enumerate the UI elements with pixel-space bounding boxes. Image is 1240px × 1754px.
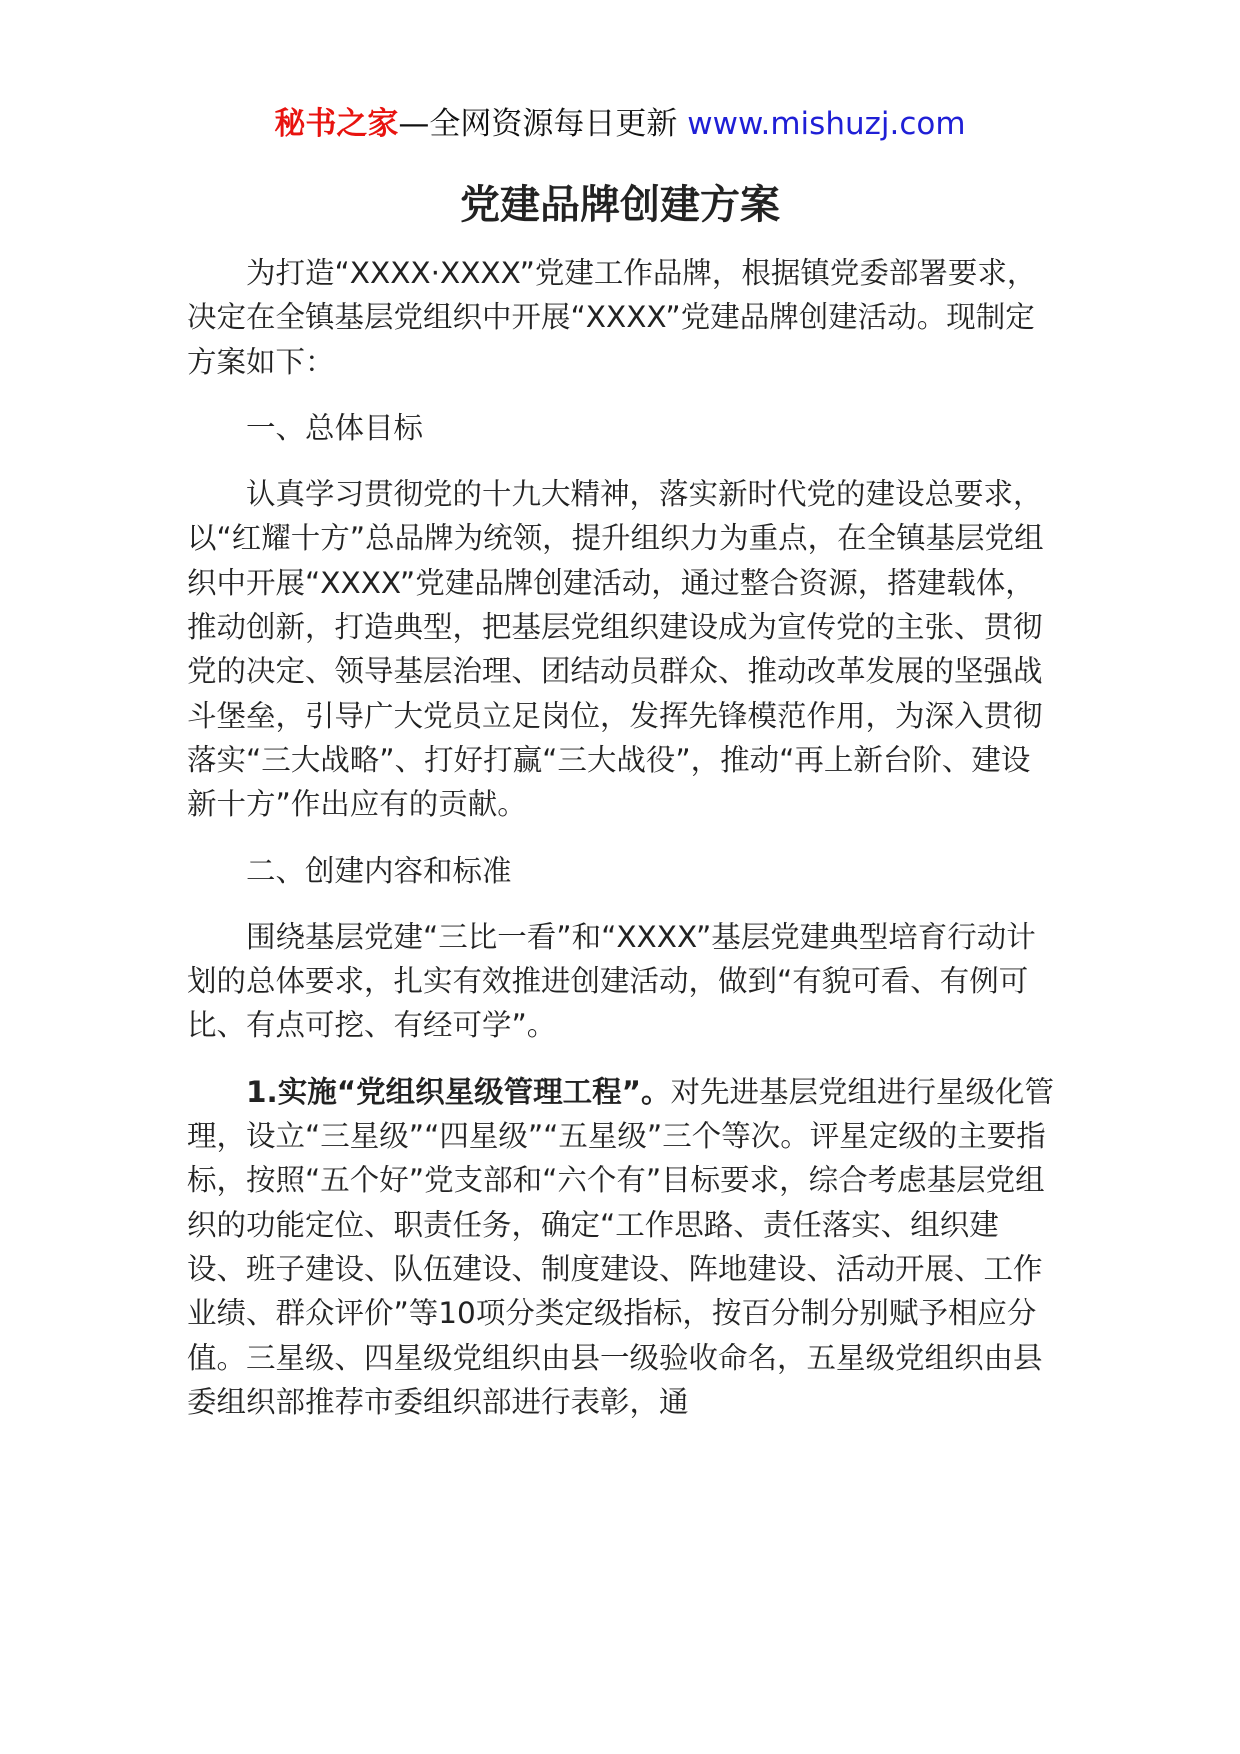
section-heading-2: 二、创建内容和标准 xyxy=(246,853,512,888)
site-header xyxy=(0,102,1240,146)
document-title: 党建品牌创建方案 xyxy=(460,182,780,228)
goal-paragraph: 认真学习贯彻党的十九大精神，落实新时代党的建设总要求，以“红耀十方”总品牌为统领，提升组织力为重点，在全镇基层党组织中开展“XXXX”党建品牌创建活动，通过整合资源，搭建载体，推动创新，打造典型，把基层党组织建设成为宣传党的主张、贯彻党的决定、领导基层治理、团结动员群众、推动改革发展的坚强战斗堡垒，引导广大党员立足岗位，发挥先锋模范作用，为深入贯彻落实“三大战略”、打好打赢“三大战役”，推动“再上新台阶、建设新十方”作出应有的贡献。 xyxy=(187,477,1044,822)
site-url-link[interactable]: www.mishuzj.com xyxy=(687,106,966,142)
star-management-lead: 1.实施“党组织星级管理工程”。 xyxy=(246,1074,671,1109)
content-paragraph: 围绕基层党建“三比一看”和“XXXX”基层党建典型培育行动计划的总体要求，扎实有效推进创建活动，做到“有貌可看、有例可比、有点可挖、有经可学”。 xyxy=(187,919,1036,1043)
site-brand: 秘书之家 xyxy=(274,106,399,142)
star-management-text: 对先进基层党组进行星级化管理，设立“三星级”“四星级”“五星级”三个等次。评星定级的主要指标，按照“五个好”党支部和“六个有”目标要求，综合考虑基层党组织的功能定位、职责任务，确定“工作思路、责任落实、组织建设、班子建设、队伍建设、制度建设、阵地建设、活动开展、工作业绩、群众评价”等10项分类定级指标，按百分制分别赋予相应分值。三星级、四星级党组织由县一级验收命名，五星级党组织由县委组织部推荐市委组织部进行表彰，通 xyxy=(187,1074,1055,1419)
site-slogan: —全网资源每日更新 xyxy=(398,106,688,142)
star-management-paragraph xyxy=(187,1070,1057,1424)
section-heading-1: 一、总体目标 xyxy=(246,410,424,445)
document-body xyxy=(187,251,1057,1424)
intro-paragraph: 为打造“XXXX·XXXX”党建工作品牌，根据镇党委部署要求，决定在全镇基层党组织中开展“XXXX”党建品牌创建活动。现制定方案如下： xyxy=(187,256,1037,379)
